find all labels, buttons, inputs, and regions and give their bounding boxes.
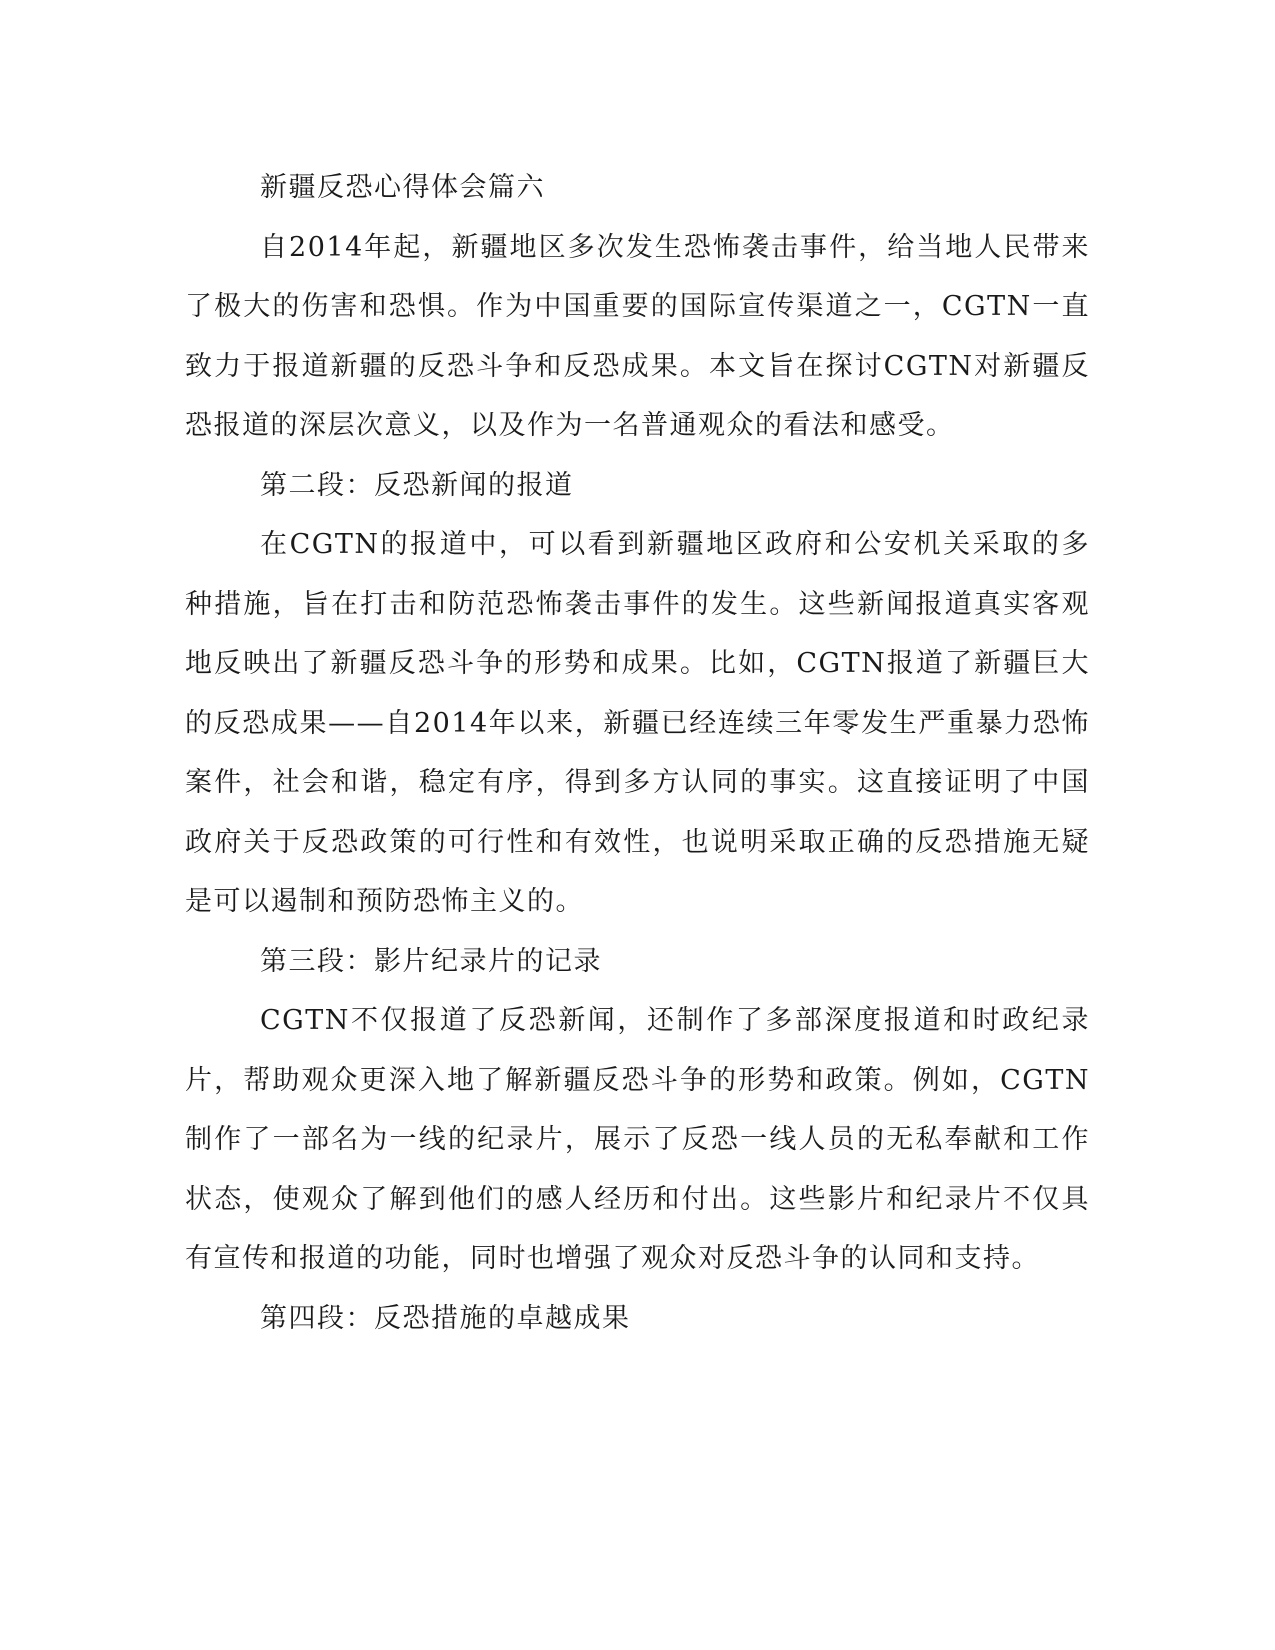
section-heading-4: 第四段：反恐措施的卓越成果 [260,1302,631,1334]
paragraph-1: 自2014年起，新疆地区多次发生恐怖袭击事件，给当地人民带来了极大的伤害和恐惧。作为中国重要的国际宣传渠道之一，CGTN一直致力于报道新疆的反恐斗争和反恐成果。本文旨在探讨CGTN对新疆反恐报道的深层次意义，以及作为一名普通观众的看法和感受。 [185,231,1090,441]
paragraph-2: 在CGTN的报道中，可以看到新疆地区政府和公安机关采取的多种措施，旨在打击和防范恐怖袭击事件的发生。这些新闻报道真实客观地反映出了新疆反恐斗争的形势和成果。比如，CGTN报道了新疆巨大的反恐成果——自2014年以来，新疆已经连续三年零发生严重暴力恐怖案件，社会和谐，稳定有序，得到多方认同的事实。这直接证明了中国政府关于反恐政策的可行性和有效性，也说明采取正确的反恐措施无疑是可以遏制和预防恐怖主义的。 [185,529,1090,917]
document-title: 新疆反恐心得体会篇六 [260,172,545,203]
paragraph-3: CGTN不仅报道了反恐新闻，还制作了多部深度报道和时政纪录片，帮助观众更深入地了解新疆反恐斗争的形势和政策。例如，CGTN制作了一部名为一线的纪录片，展示了反恐一线人员的无私奉献和工作状态，使观众了解到他们的感人经历和付出。这些影片和纪录片不仅具有宣传和报道的功能，同时也增强了观众对反恐斗争的认同和支持。 [185,1005,1090,1274]
section-heading-2: 第二段：反恐新闻的报道 [260,469,574,501]
document-body [185,158,1090,1348]
section-heading-3: 第三段：影片纪录片的记录 [260,945,602,977]
